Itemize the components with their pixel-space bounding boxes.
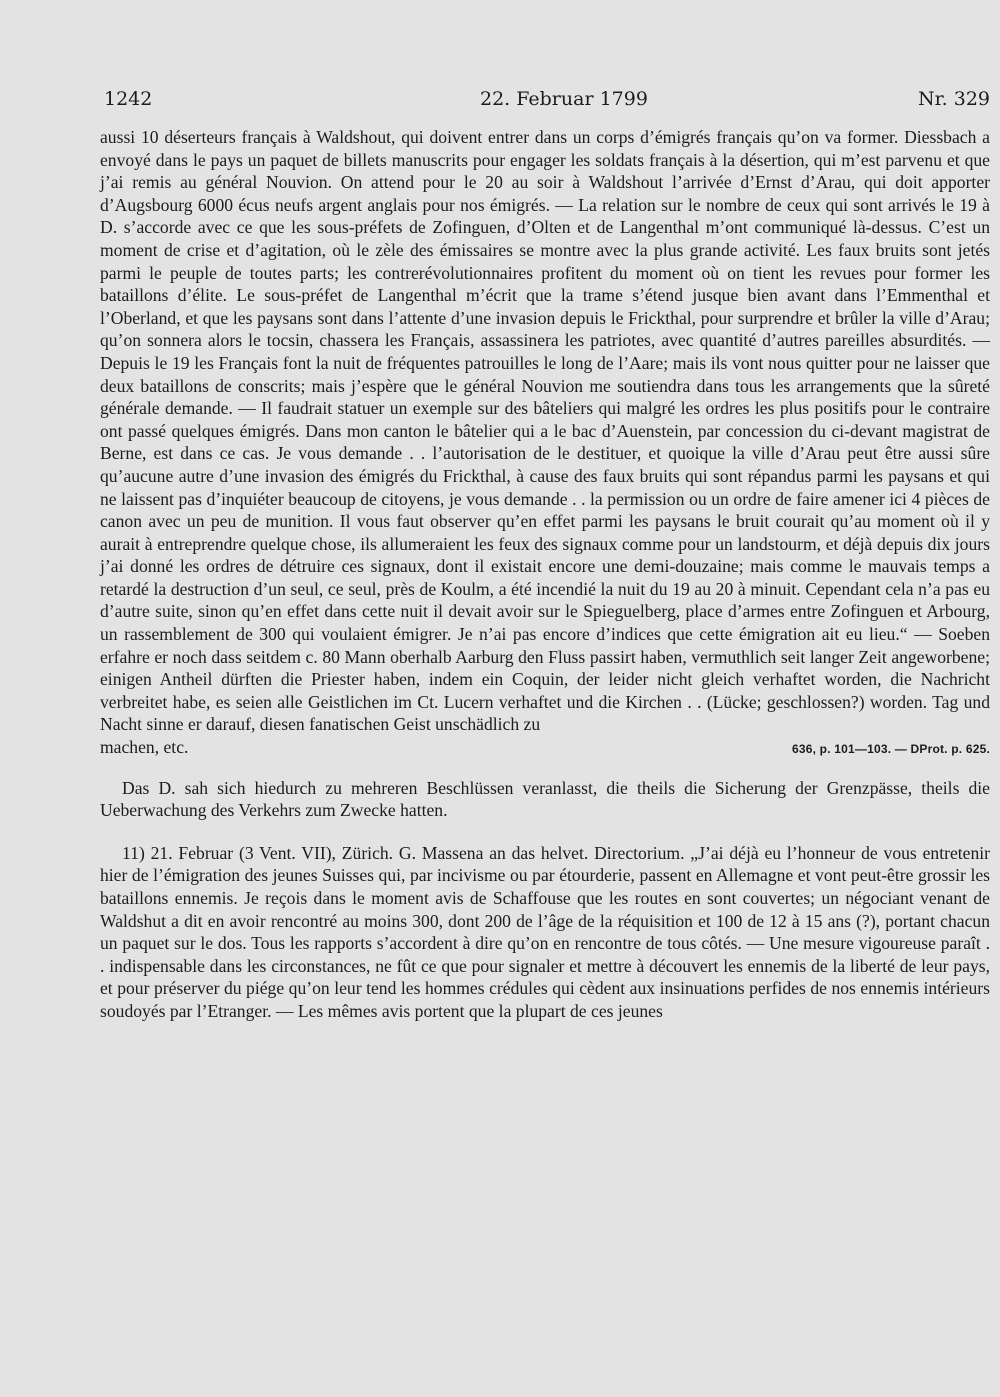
page-header (100, 88, 990, 116)
closing-text: machen, etc. (100, 737, 189, 758)
paragraph-report: aussi 10 déserteurs français à Waldshout, qui doivent entrer dans un corps d’émigrés français qu’on va former. Diessbach a envoyé dans le pays un paquet de billets manuscrits pour engager les soldats français à la désertion, qui m’est parvenu et que j’ai remis au général Nouvion. On attend pour le 20 au soir à Waldshout l’arrivée d’Ernst d’Arau, qui doit apporter d’Augsbourg 6000 écus neufs argent anglais pour nos émigrés. — La relation sur le nombre de ceux qui sont arrivés le 19 à D. s’accorde avec ce que les sous-préfets de Zofinguen, d’Olten et de Langenthal m’ont communiqué là-dessus. C’est un moment de crise et d’agitation, où le zèle des émissaires se montre avec la plus grande activité. Les faux bruits sont jetés parmi le peuple de toutes parts; les contrerévolutionnaires profitent du moment où on tient les revues pour former les bataillons d’élite. Le sous-préfet de Langenthal m’écrit que la trame s’étend jusque bien avant dans l’Emmenthal et l’Oberland, et que les paysans sont dans l’attente d’une invasion depuis le Frickthal, pour surprendre et brûler la ville d’Arau; qu’on sonnera alors le tocsin, chassera les Français, assassinera les patriotes, avec quantité d’autres pareilles absurdités. — Depuis le 19 les Français font la nuit de fréquentes patrouilles le long de l’Aare; mais ils vont nous quitter pour ne laisser que deux bataillons de conscrits; mais j’espère que le général Nouvion me soutiendra dans tous les arrangements que la sûreté générale demande. — Il faudrait statuer un exemple sur des bâteliers qui malgré les ordres les plus positifs pour le contraire ont passé quelques émigrés. Dans mon canton le bâtelier qui a le bac d’Auenstein, par concession du ci-devant magistrat de Berne, est dans ce cas. Je vous demande . . l’autorisation de le destituer, et quoique la ville d’Arau peut être aussi sûre qu’aucune autre d’une invasion des émigrés du Frickthal, à cause des faux bruits qui sont répandus parmi les paysans et qui ne laissent pas d’inquiéter beaucoup de citoyens, je vous demande . . la permission ou un ordre de faire amener ici 4 pièces de canon avec un peu de munition. Il vous faut observer qu’en effet parmi les paysans le bruit courait qu’au moment où il y aurait à entreprendre quelque chose, ils allumeraient les feux des signaux comme pour un landstourm, et déjà depuis dix jours j’ai donné les ordres de détruire ces signaux, dont il existait encore une demi-douzaine; mais comme le mauvais temps a retardé la destruction d’un seul, ce seul, près de Koulm, a été incendié la nuit du 19 au 20 à minuit. Cependant cela n’a pas eu d’autre suite, sinon qu’en effet dans cette nuit il devait avoir sur le Spieguelberg, place d’armes entre Zofinguen et Arbourg, un rassemblement de 300 qui voulaient émigrer. Je n’ai pas encore d’indices que cette émigration ait eu lieu.“ — Soeben erfahre er noch dass seitdem c. 80 Mann oberhalb Aarburg den Fluss passirt haben, vermuthlich seit langer Zeit angeworbene; einigen Antheil dürften die Priester haben, indem ein Coquin, der leider nicht gleich verhaftet worden, die Nachricht verbreitet habe, es seien alle Geistlichen im Ct. Lucern verhaftet und die Kirchen . . (Lücke; geschlossen?) worden. Tag und Nacht sinne er darauf, diesen fanatischen Geist unschädlich zu (100, 127, 990, 735)
header-date: 22. Februar 1799 (480, 88, 648, 110)
paragraph-massena-letter: 11) 21. Februar (3 Vent. VII), Zürich. G. Massena an das helvet. Directorium. „J’ai déjà eu l’honneur de vous entretenir hier de l’émigration des jeunes Suisses qui, par incivisme ou par étourderie, passent en Allemagne et vont peut-être grossir les bataillons ennemis. Je reçois dans le moment avis de Schaffouse que les routes en sont couvertes; un négociant venant de Waldshut a dit en avoir rencontré au moins 300, dont 200 de l’âge de la réquisition et 100 de 12 à 15 ans (?), portant chacun un paquet sur le dos. Tous les rapports s’accordent à dire qu’on en rencontre de tous côtés. — Une mesure vigoureuse paraît . . indispensable dans les circonstances, ne fût ce que pour signaler et mettre à découvert les ennemis de la liberté de leur pays, et pour préserver du piége qu’on leur tend les hommes crédules qui cèdent aux insinuations perfides de nos ennemis intérieurs soudoyés par l’Etranger. — Les mêmes avis portent que la plupart de ces jeunes (100, 842, 990, 1021)
report-closing-line (100, 736, 990, 761)
spacer (100, 761, 990, 777)
spacer (100, 822, 990, 842)
page-number: 1242 (104, 88, 153, 110)
document-number: Nr. 329 (918, 88, 990, 110)
source-reference: 636, p. 101—103. — DProt. p. 625. (791, 742, 990, 757)
paragraph-directorium: Das D. sah sich hiedurch zu mehreren Beschlüssen veranlasst, die theils die Sicherung der Grenzpässe, theils die Ueberwachung des Verkehrs zum Zwecke hatten. (100, 777, 990, 821)
body-text (100, 126, 990, 1023)
